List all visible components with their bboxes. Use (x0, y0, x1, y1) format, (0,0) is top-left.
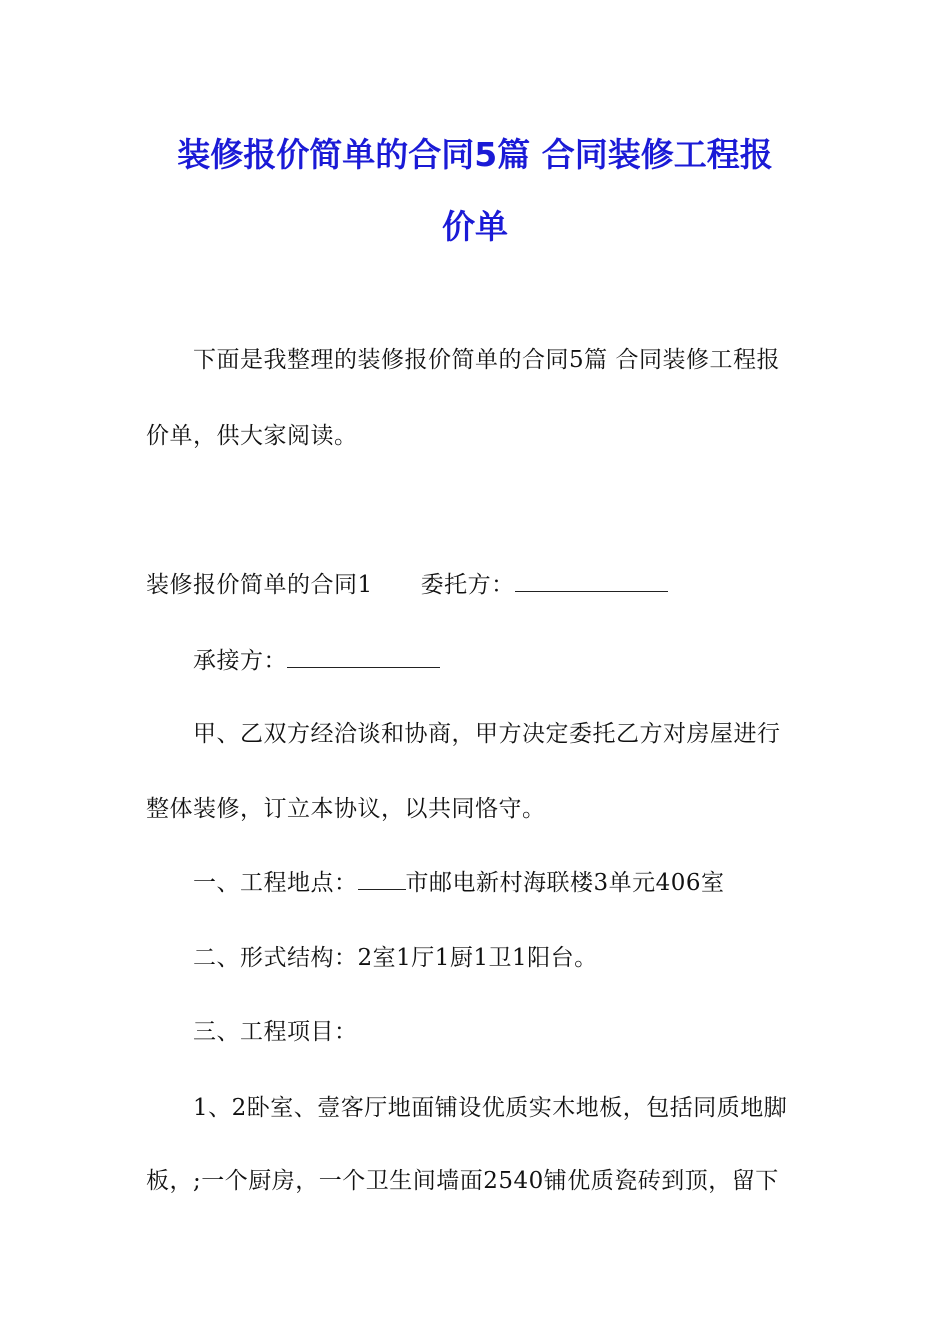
item-structure: 二、形式结构：2室1厅1厨1卫1阳台。 (193, 945, 598, 971)
location-blank-field (358, 869, 406, 890)
contract-heading-row (146, 570, 668, 600)
item-location-label: 一、工程地点： (193, 870, 358, 896)
document-title-line-1: 装修报价简单的合同5篇 合同装修工程报 (177, 135, 773, 174)
client-blank-field (515, 571, 668, 592)
contractor-row (193, 646, 440, 676)
intro-line-1: 下面是我整理的装修报价简单的合同5篇 合同装修工程报 (193, 347, 780, 373)
para1-line-2: 整体装修，订立本协议，以共同恪守。 (146, 796, 546, 822)
document-title-line-2: 价单 (442, 207, 508, 246)
intro-line-2: 价单，供大家阅读。 (146, 423, 358, 449)
client-label: 委托方： (420, 572, 515, 598)
item-projects-heading: 三、工程项目： (193, 1019, 358, 1045)
contractor-blank-field (287, 647, 440, 668)
item-location-row (193, 868, 725, 898)
para1-line-1: 甲、乙双方经洽谈和协商，甲方决定委托乙方对房屋进行 (193, 721, 781, 747)
sub-item-1-line-1: 1、2卧室、壹客厅地面铺设优质实木地板，包括同质地脚 (193, 1095, 788, 1121)
sub-item-1-line-2: 板，;一个厨房，一个卫生间墙面2540铺优质瓷砖到顶，留下 (146, 1168, 779, 1194)
contractor-label: 承接方： (193, 648, 287, 674)
contract-heading: 装修报价简单的合同1 (146, 572, 373, 598)
item-location-value: 市邮电新村海联楼3单元406室 (405, 870, 725, 896)
